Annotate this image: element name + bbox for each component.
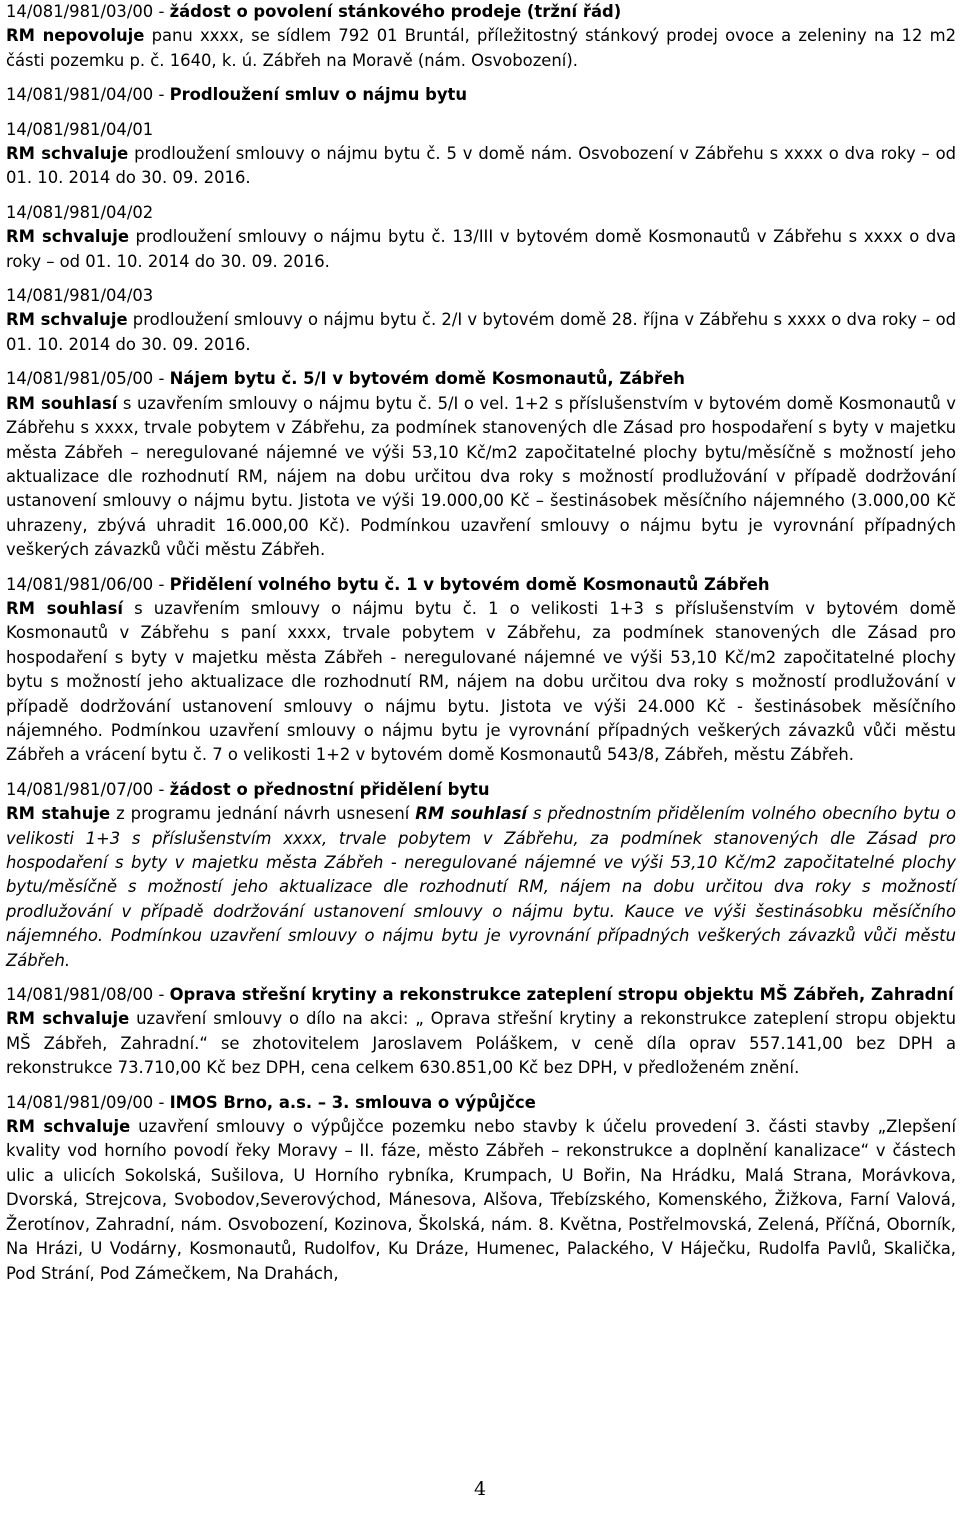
resolution-title: IMOS Brno, a.s. – 3. smlouva o výpůjčce bbox=[169, 1092, 536, 1112]
decision-text: panu xxxx, se sídlem 792 01 Bruntál, příležitostný stánkový prodej ovoce a zeleniny na 12 m2 části pozemku p. č. 1640, k. ú. Zábřeh na Moravě (nám. Osvobození). bbox=[6, 26, 957, 70]
resolution-04-01 bbox=[6, 118, 956, 191]
decision-verb: RM schvaluje bbox=[6, 1117, 131, 1137]
resolution-04-03 bbox=[6, 284, 956, 357]
resolution-07-00 bbox=[6, 778, 956, 973]
resolution-number: 14/081/981/06/00 - bbox=[6, 574, 170, 594]
decision-text: prodloužení smlouvy o nájmu bytu č. 5 v domě nám. Osvobození v Zábřehu s xxxx o dva roky – od 01. 10. 2014 do 30. 09. 2016. bbox=[6, 144, 957, 188]
decision-text: z programu jednání návrh usnesení bbox=[110, 804, 416, 824]
resolution-title: Prodloužení smluv o nájmu bytu bbox=[169, 85, 468, 105]
decision-verb: RM schvaluje bbox=[6, 144, 129, 164]
page-number: 4 bbox=[473, 1478, 487, 1500]
decision-text: prodloužení smlouvy o nájmu bytu č. 2/I v bytovém domě 28. října v Zábřehu s xxxx o dva roky – od 01. 10. 2014 do 30. 09. 2016. bbox=[6, 310, 957, 354]
decision-verb: RM souhlasí bbox=[6, 393, 118, 413]
resolution-06-00 bbox=[6, 573, 956, 768]
resolution-09-00 bbox=[6, 1091, 956, 1286]
decision-verb: RM schvaluje bbox=[6, 227, 129, 247]
withdrawn-text: s přednostním přidělením volného obecního bytu o velikosti 1+3 s příslušenstvím xxxx, trvale pobytem v Zábřehu, za podmínek stanovených dle Zásad pro hospodaření s byty v majetku města Zábřeh - neregulované nájemné ve výši 53,10 Kč/m2 započitatelné plochy bytu/měsíčně s možností jeho aktualizace dle rozhodnutí RM, nájem na dobu určitou dva roky s možností prodlužování v případě dodržování ustanovení smlouvy o nájmu bytu. Kauce ve výši šestinásobku měsíčního nájemného. Podmínkou uzavření smlouvy o nájmu bytu je vyrovnání případných veškerých závazků vůči městu Zábřeh. bbox=[6, 804, 957, 970]
decision-text: uzavření smlouvy o výpůjčce pozemku nebo stavby k účelu provedení 3. části stavby „Zlepšení kvality vod horního povodí řeky Moravy – II. fáze, město Zábřeh – rekonstrukce a doplnění kanalizace“ v částech ulic a ulicích Sokolská, Sušilova, U Horního rybníka, Krumpach, U Bořin, Na Hrádku, Malá Strana, Morávkova, Dvorská, Strejcova, Svobodov,Severovýchod, Mánesova, Alšova, Třebízského, Komenského, Žižkova, Farní Valová, Žerotínov, Zahradní, nám. Osvobození, Kozinova, Školská, nám. 8. Května, Postřelmovská, Zelená, Příčná, Oborník, Na Hrázi, U Vodárny, Kosmonautů, Rudolfov, Ku Dráze, Humenec, Palackého, V Háječku, Rudolfa Pavlů, Skalička, Pod Strání, Pod Zámečkem, Na Drahách, bbox=[6, 1117, 957, 1283]
resolution-08-00 bbox=[6, 983, 956, 1081]
decision-verb: RM schvaluje bbox=[6, 310, 128, 330]
resolution-number: 14/081/981/07/00 - bbox=[6, 779, 170, 799]
resolution-number: 14/081/981/04/03 bbox=[6, 286, 154, 306]
resolution-number: 14/081/981/08/00 - bbox=[6, 985, 170, 1005]
resolution-03-00 bbox=[6, 0, 956, 73]
decision-verb: RM schvaluje bbox=[6, 1009, 130, 1029]
resolution-number: 14/081/981/05/00 - bbox=[6, 369, 170, 389]
resolution-04-00 bbox=[6, 83, 956, 107]
resolution-title: Oprava střešní krytiny a rekonstrukce zateplení stropu objektu MŠ Zábřeh, Zahradní bbox=[169, 985, 954, 1005]
resolution-title: žádost o povolení stánkového prodeje (tržní řád) bbox=[169, 2, 622, 21]
document-page bbox=[6, 0, 956, 1286]
resolution-title: žádost o přednostní přidělení bytu bbox=[169, 779, 490, 799]
decision-text: s uzavřením smlouvy o nájmu bytu č. 5/I o vel. 1+2 s příslušenstvím v bytovém domě Kosmonautů v Zábřehu s xxxx, trvale pobytem v Zábřehu, za podmínek stanovených dle Zásad pro hospodaření s byty v majetku města Zábřeh – neregulované nájemné ve výši 53,10 Kč/m2 započitatelné plochy bytu/měsíčně s možností jeho aktualizace dle rozhodnutí RM, nájem na dobu určitou dva roky s možností prodlužování v případě dodržování ustanovení smlouvy o nájmu bytu. Jistota ve výši 19.000,00 Kč – šestinásobek měsíčního nájemného (3.000,00 Kč uhrazeny, zbývá uhradit 16.000,00 Kč). Podmínkou uzavření smlouvy o nájmu bytu je vyrovnání případných veškerých závazků vůči městu Zábřeh. bbox=[6, 393, 956, 560]
resolution-number: 14/081/981/04/00 - bbox=[6, 85, 170, 105]
resolution-number: 14/081/981/09/00 - bbox=[6, 1092, 170, 1112]
resolution-number: 14/081/981/04/02 bbox=[6, 202, 154, 222]
resolution-title: Nájem bytu č. 5/I v bytovém domě Kosmonautů, Zábřeh bbox=[169, 369, 685, 389]
decision-verb: RM stahuje bbox=[6, 804, 111, 824]
decision-text: prodloužení smlouvy o nájmu bytu č. 13/III v bytovém domě Kosmonautů v Zábřehu s xxxx o dva roky – od 01. 10. 2014 do 30. 09. 2016. bbox=[6, 227, 956, 271]
decision-text: s uzavřením smlouvy o nájmu bytu č. 1 o velikosti 1+3 s příslušenstvím v bytovém domě Kosmonautů v Zábřehu s paní xxxx, trvale pobytem v Zábřehu, za podmínek stanovených dle Zásad pro hospodaření s byty v majetku města Zábřeh - neregulované nájemné ve výši 53,10 Kč/m2 započitatelné plochy bytu s možností jeho aktualizace dle rozhodnutí RM, nájem na dobu určitou dva roky s možností prodlužování v případě dodržování ustanovení smlouvy o nájmu bytu. Jistota ve výši 24.000 Kč - šestinásobek měsíčního nájemného. Podmínkou uzavření smlouvy o nájmu bytu je vyrovnání případných veškerých závazků vůči městu Zábřeh a vrácení bytu č. 7 o velikosti 1+2 v bytovém domě Kosmonautů 543/8, Zábřeh, městu Zábřeh. bbox=[6, 598, 957, 765]
resolution-title: Přidělení volného bytu č. 1 v bytovém domě Kosmonautů Zábřeh bbox=[169, 574, 770, 594]
resolution-04-02 bbox=[6, 201, 956, 274]
decision-verb: RM nepovoluje bbox=[6, 26, 145, 46]
resolution-05-00 bbox=[6, 367, 956, 562]
decision-verb: RM souhlasí bbox=[6, 598, 123, 618]
withdrawn-verb: RM souhlasí bbox=[415, 804, 528, 824]
resolution-number: 14/081/981/03/00 - bbox=[6, 2, 170, 21]
resolution-number: 14/081/981/04/01 bbox=[6, 119, 154, 139]
decision-text: uzavření smlouvy o dílo na akci: „ Oprava střešní krytiny a rekonstrukce zateplení stropu objektu MŠ Zábřeh, Zahradní.“ se zhotovitelem Jaroslavem Poláškem, v ceně díla oprav 557.141,00 bez DPH a rekonstrukce 73.710,00 Kč bez DPH, cena celkem 630.851,00 Kč bez DPH, v předloženém znění. bbox=[6, 1009, 956, 1078]
